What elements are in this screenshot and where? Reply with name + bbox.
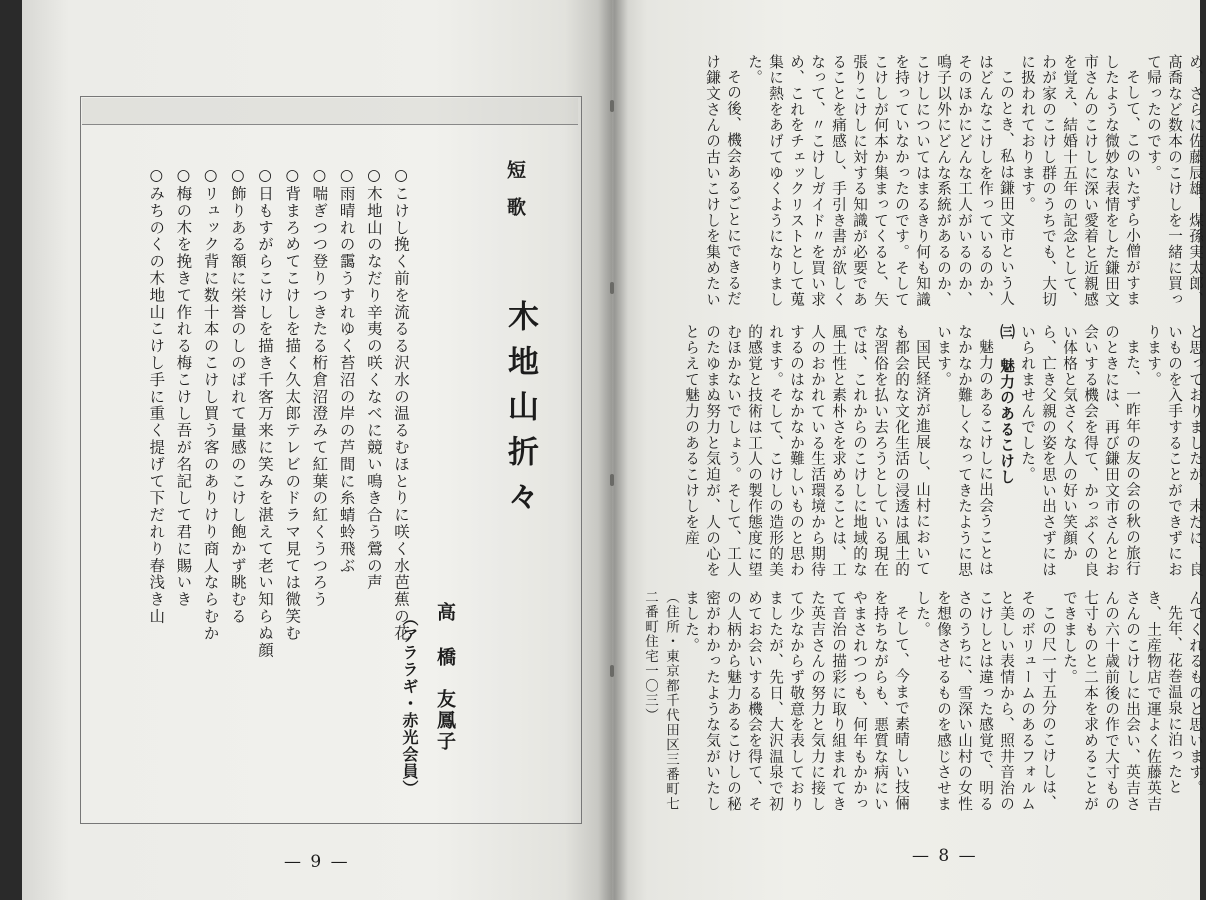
tanka-poem: ○喘ぎつつ登りつきたる桁倉沼澄みて紅葉の紅くうつろう bbox=[310, 166, 329, 608]
paragraph: この尺一寸五分のこけしは、そのボリュームのあるフォルムと美しい表情から、照井音治のこけしとは違った感覚で、明るさのうちに、雪深い山村の女性を想像させるものを感じさせました。 bbox=[914, 590, 1057, 812]
tanka-poem: ○リュック背に数十本のこけし買う客のありけり商人ならむか bbox=[201, 166, 220, 642]
paragraph: そして、今まで素晴しい技倆を持ちながらも、悪質な病にいやまされつつも、何年もかかって音治の描彩に取り組まれてきた英吉さんの努力と気力に接して少なからず敬意を表しておりましたが、先日、大沢温泉で初めてお会いする機会を得て、その人柄から魅力あるこけしの秘密がわかったような気がいたしました。 bbox=[683, 590, 910, 812]
author-affiliation: （アララギ・赤光会員） bbox=[400, 610, 419, 797]
article-tier-middle bbox=[646, 324, 1206, 580]
section-heading: ㈢ 魅力のあるこけし bbox=[998, 324, 1015, 485]
page-number-left: — 9 — bbox=[284, 852, 350, 872]
book-gutter bbox=[598, 0, 628, 900]
tanka-list bbox=[142, 166, 414, 806]
tanka-poem: ○飾りある額に栄誉のしのばれて量感のこけし飽かず眺むる bbox=[228, 166, 247, 625]
paragraph: め、さらに佐藤辰雄、煤孫実太郎、髙喬など数本のこけしを一緒に買って帰ったのです。 bbox=[1145, 54, 1204, 308]
tanka-poem: ○みちのくの木地山こけし手に重く提げて下だれり春浅き山 bbox=[147, 166, 166, 625]
paragraph: その後、機会あるごとにできるだけ鎌文さんの古いこけしを集めたい bbox=[704, 54, 742, 308]
tanka-poem: ○背まろめてこけしを描く久太郎テレビのドラマ見ては微笑む bbox=[283, 166, 302, 642]
tanka-poem: ○日もすがらこけしを描き千客万来に笑みを湛えて老い知らぬ顔 bbox=[256, 166, 275, 659]
paragraph: 先年、花巻温泉に泊ったとき、土産物店で運よく佐藤英吉さんのこけしに出会い、英吉さんの六十歳前後の作で大寸もの七寸ものと二本を求めることができました。 bbox=[1061, 590, 1183, 812]
article-tier-bottom bbox=[642, 590, 1206, 820]
author-name: 高 橋 友鳳子 bbox=[434, 602, 456, 752]
binding-stitch bbox=[610, 474, 614, 486]
binding-stitch bbox=[610, 665, 614, 677]
page-number-right: — 8 — bbox=[912, 846, 978, 866]
paragraph: んでくれるものと思います。 bbox=[1187, 590, 1204, 797]
page-title: 木地山折々 bbox=[502, 300, 538, 525]
tanka-poem: ○雨晴れの靄うすれゆく苔沼の岸の芦間に糸蜻蛉飛ぶ bbox=[337, 166, 356, 575]
tanka-poem: ○こけし挽く前を流るる沢水の温るむほとりに咲く水芭蕉の花 bbox=[392, 166, 411, 642]
tanka-poem: ○梅の木を挽きて作れる梅こけし吾が名記して君に賜いき bbox=[174, 166, 193, 608]
paragraph: と思っておりましたが、未だに、良いものを入手することができずにおります。 bbox=[1145, 324, 1204, 578]
binding-stitch bbox=[610, 100, 614, 112]
paragraph: 国民経済が進展し、山村においても都会的な文化生活の浸透は風土的な習俗を払い去ろうとしている現在では、これからのこけしに地域的な風土性と素朴さを求めることは、工人のおかれている生活環境から期待するのはなかなか難しいものと思われます。そして、こけしの造形的美的感覚と技術は工人の製作態度に望むほかないでしょう。そして、工人のたゆまぬ努力と気迫が、人の心をとらえて魅力のあるこけしを産 bbox=[683, 324, 931, 578]
tanka-poem: ○木地山のなだり辛夷の咲くなべに競い鳴き合う鶯の声 bbox=[364, 166, 383, 591]
right-page bbox=[612, 0, 1204, 900]
left-page bbox=[22, 0, 612, 900]
paragraph: 魅力のあるこけしに出会うことはなかなか難しくなってきたように思います。 bbox=[935, 324, 994, 578]
binding-stitch bbox=[610, 282, 614, 294]
article-tier-top bbox=[646, 54, 1206, 312]
frame-header-band bbox=[82, 98, 578, 125]
author-address: （住所・東京都千代田区三番町七二番町住宅一〇三） bbox=[642, 590, 679, 812]
paragraph: このとき、私は鎌田文市という人はどんなこけしを作っているのか、そのほかにどんな工人がいるのか、鳴子以外にどんな系統があるのか、こけしについてはまるきり何も知識を持っていなかったのです。そしてこけしが何本か集まってくると、矢張りこけしに対する知識が必要であることを痛感し、手引き書が欲しくなって、〃こけしガイド〃を買い求め、これをチェックリストとして蒐集に熱をあげてゆくようになりました。 bbox=[746, 54, 1015, 308]
genre-label: 短歌 bbox=[504, 160, 526, 234]
paragraph: また、一昨年の友の会の秋の旅行のときには、再び鎌田文市さんとお会いする機会を得て、かっぷくの良い体格と気さくな人の好い笑顔から、亡き父親の姿を思い出さずにはいられませんでした。 bbox=[1019, 324, 1141, 578]
paragraph: そして、このいたずら小僧がすましたような微妙な表情をした鎌田文市さんのこけしに深い愛着と近親感を覚え、結婚十五年の記念として、わが家のこけし群のうちでも、大切に扱われております。 bbox=[1019, 54, 1141, 308]
